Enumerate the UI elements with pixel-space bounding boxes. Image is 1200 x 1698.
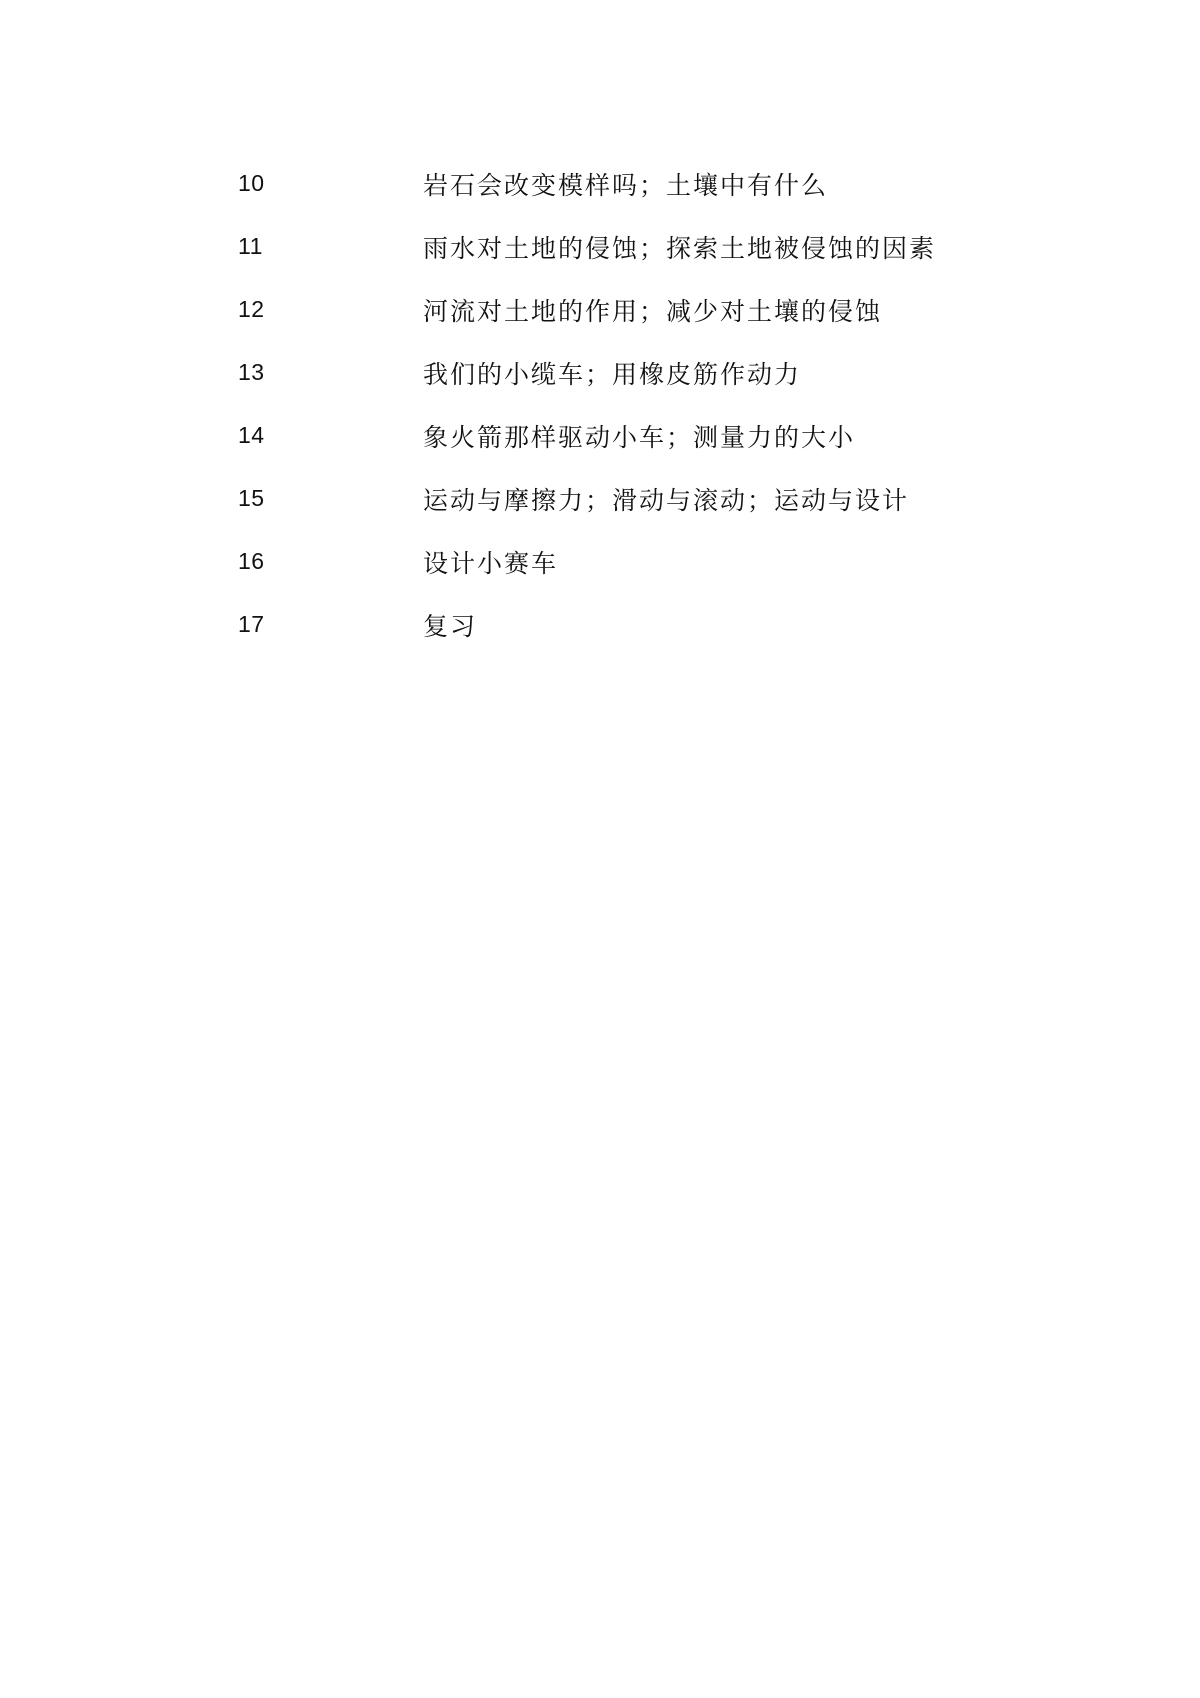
week-number: 10 (238, 170, 265, 196)
week-number: 14 (238, 422, 265, 448)
lesson-content: 河流对土地的作用；减少对土壤的侵蚀 (423, 296, 883, 326)
lesson-content: 复习 (423, 611, 478, 641)
schedule-list (238, 152, 998, 656)
lesson-content: 雨水对土地的侵蚀；探索土地被侵蚀的因素 (423, 233, 937, 263)
schedule-row (238, 152, 998, 215)
schedule-row (238, 530, 998, 593)
schedule-row (238, 593, 998, 656)
week-number: 11 (238, 233, 263, 259)
schedule-row (238, 341, 998, 404)
lesson-content: 象火箭那样驱动小车；测量力的大小 (423, 422, 856, 452)
lesson-content: 岩石会改变模样吗；土壤中有什么 (423, 170, 829, 200)
week-number: 15 (238, 485, 265, 511)
lesson-content: 我们的小缆车；用橡皮筋作动力 (423, 359, 802, 389)
week-number: 12 (238, 296, 265, 322)
schedule-row (238, 215, 998, 278)
week-number: 17 (238, 611, 265, 637)
lesson-content: 设计小赛车 (423, 548, 559, 578)
schedule-row (238, 404, 998, 467)
schedule-row (238, 467, 998, 530)
week-number: 13 (238, 359, 265, 385)
week-number: 16 (238, 548, 265, 574)
schedule-row (238, 278, 998, 341)
lesson-content: 运动与摩擦力；滑动与滚动；运动与设计 (423, 485, 910, 515)
